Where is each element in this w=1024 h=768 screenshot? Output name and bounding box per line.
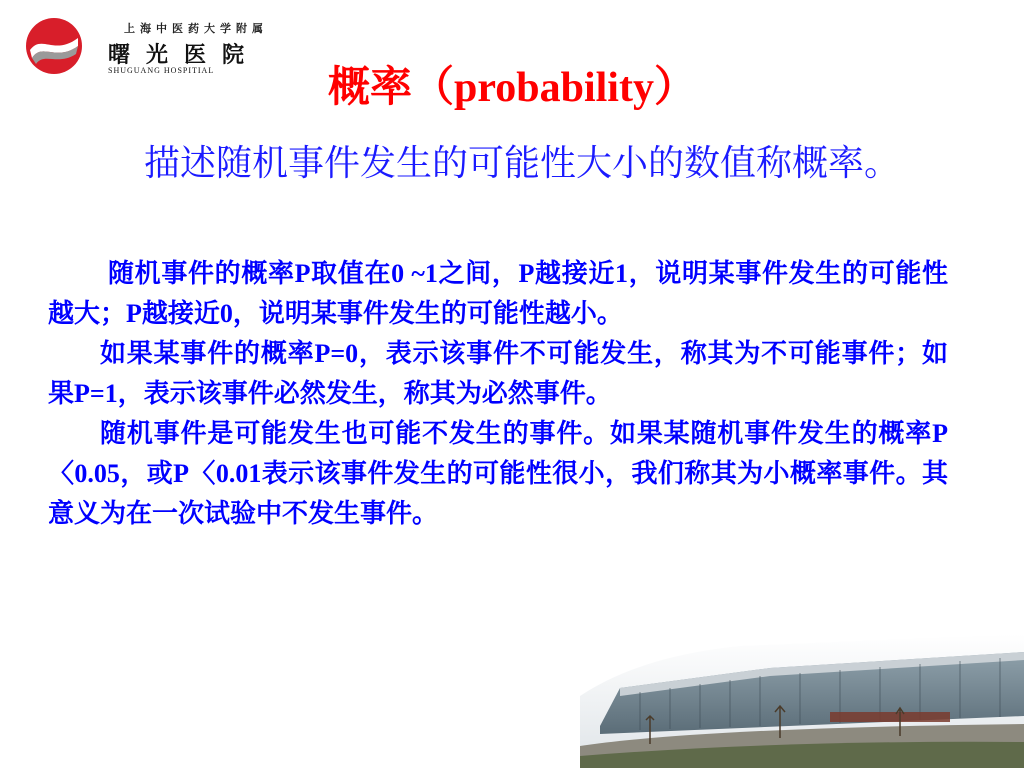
body-paragraphs (48, 254, 948, 534)
logo-hospital-name: 曙光医院 (108, 42, 261, 68)
slide-title: 概率（probability） (328, 65, 696, 111)
hospital-building-photo (580, 616, 1024, 768)
paragraph-small-probability: 随机事件是可能发生也可能不发生的事件。如果某随机事件发生的概率P〈0.05，或P〈0.01表示该事件发生的可能性很小，我们称其为小概率事件。其意义为在一次试验中不发生事件。 (48, 419, 948, 528)
definition-sentence: 描述随机事件发生的可能性大小的数值称概率。 (144, 143, 901, 184)
paragraph-probability-range: 随机事件的概率P取值在0 ~1之间，P越接近1，说明某事件发生的可能性越大；P越接近0，说明某事件发生的可能性越小。 (48, 259, 948, 328)
logo-affiliation-text: 上海中医药大学附属 (124, 22, 268, 35)
paragraph-impossible-certain: 如果某事件的概率P=0，表示该事件不可能发生，称其为不可能事件；如果P=1，表示该事件必然发生，称其为必然事件。 (48, 339, 948, 408)
definition-text (48, 140, 928, 188)
logo-english-name: SHUGUANG HOSPITIAL (108, 66, 215, 75)
